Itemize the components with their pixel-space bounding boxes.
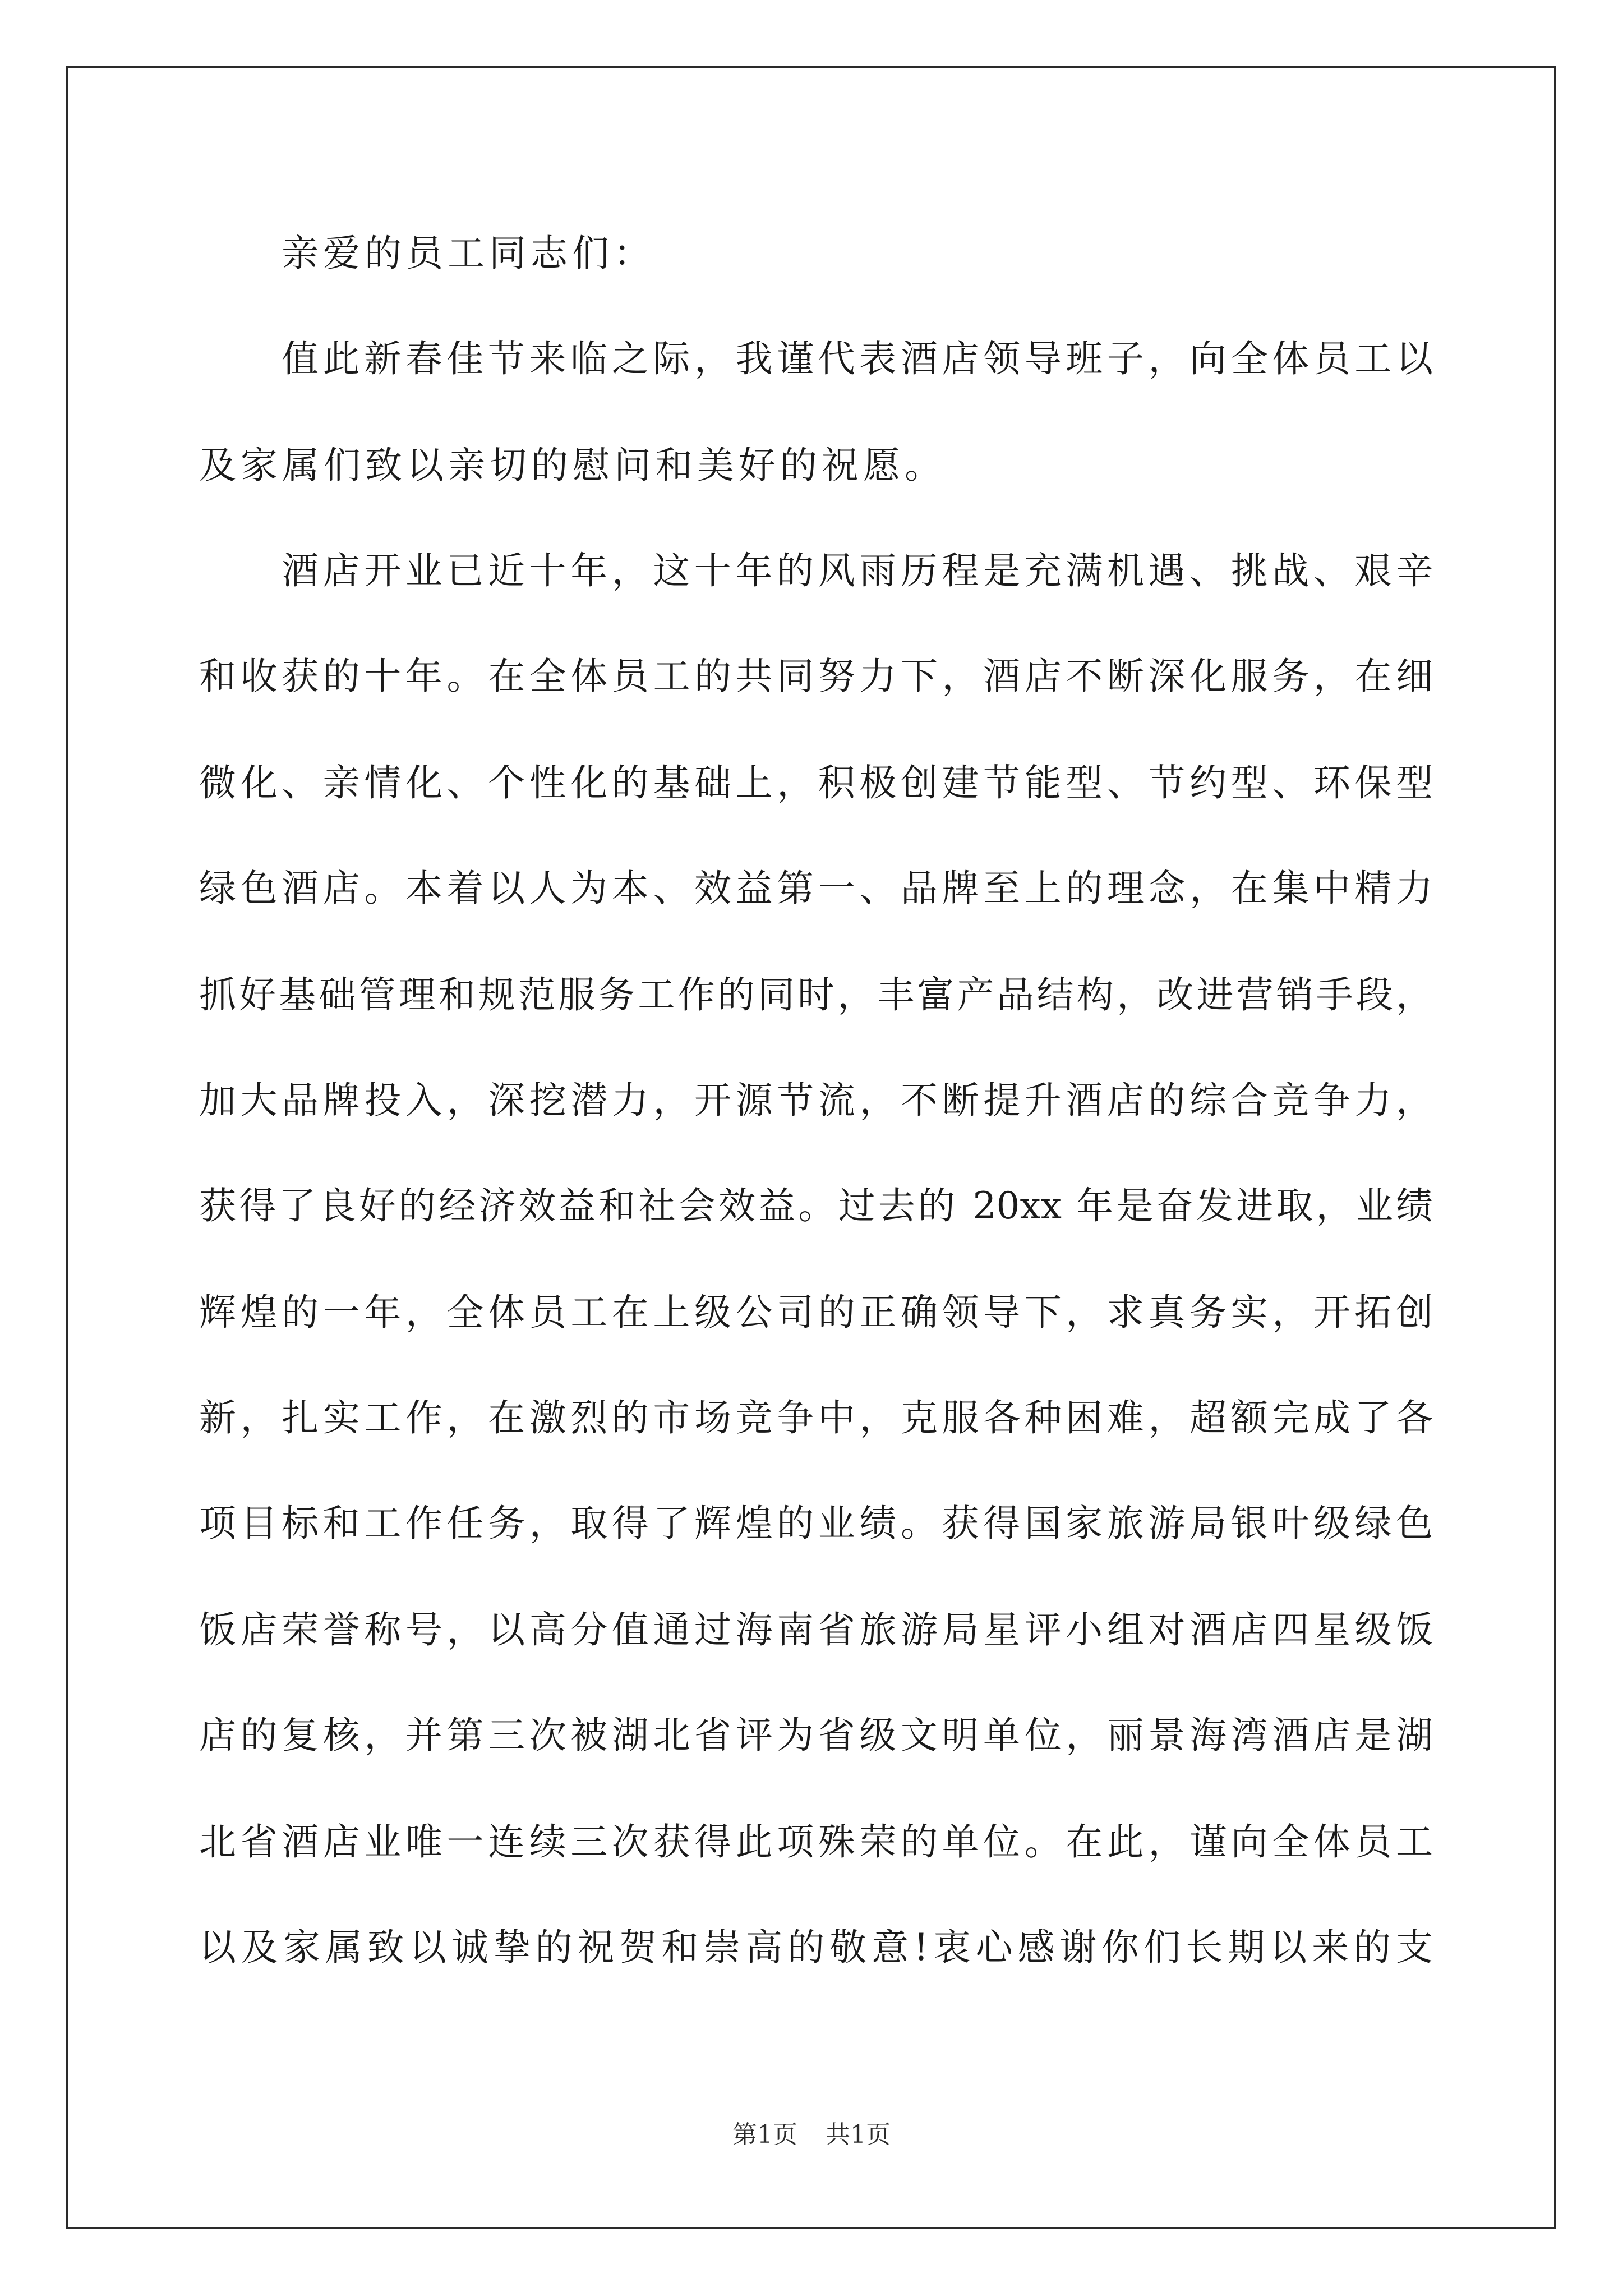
- paragraph-line: 新，扎实工作，在激烈的市场竞争中，克服各种困难，超额完成了各: [199, 1396, 1433, 1439]
- paragraph-line: 以及家属致以诚挚的祝贺和崇高的敬意!衷心感谢你们长期以来的支: [199, 1926, 1433, 1969]
- page-total: 共1页: [826, 2120, 891, 2149]
- paragraph-line: 店的复核，并第三次被湖北省评为省级文明单位，丽景海湾酒店是湖: [199, 1714, 1433, 1757]
- page-footer: [0, 2119, 1623, 2151]
- paragraph-line: 饭店荣誉称号，以高分值通过海南省旅游局星评小组对酒店四星级饭: [199, 1608, 1433, 1651]
- paragraph-line: 值此新春佳节来临之际，我谨代表酒店领导班子，向全体员工以: [282, 337, 1433, 380]
- paragraph-line: 抓好基础管理和规范服务工作的同时，丰富产品结构，改进营销手段，: [199, 973, 1433, 1016]
- page-number: 第1页: [732, 2120, 797, 2149]
- paragraph-line: 及家属们致以亲切的慰问和美好的祝愿。: [199, 444, 946, 487]
- paragraph-line: 北省酒店业唯一连续三次获得此项殊荣的单位。在此，谨向全体员工: [199, 1820, 1433, 1864]
- paragraph-line: 绿色酒店。本着以人为本、效益第一、品牌至上的理念，在集中精力: [199, 867, 1433, 910]
- page-border: [66, 66, 1556, 2229]
- paragraph-line: 辉煌的一年，全体员工在上级公司的正确领导下，求真务实，开拓创: [199, 1291, 1433, 1334]
- paragraph-line: 加大品牌投入，深挖潜力，开源节流，不断提升酒店的综合竞争力，: [199, 1079, 1433, 1122]
- paragraph-line: 微化、亲情化、个性化的基础上，积极创建节能型、节约型、环保型: [199, 761, 1433, 804]
- paragraph-line: 项目标和工作任务，取得了辉煌的业绩。获得国家旅游局银叶级绿色: [199, 1502, 1433, 1545]
- paragraph-line: 获得了良好的经济效益和社会效益。过去的 20xx 年是奋发进取，业绩: [199, 1184, 1433, 1227]
- salutation: 亲爱的员工同志们：: [282, 232, 655, 275]
- paragraph-line: 和收获的十年。在全体员工的共同努力下，酒店不断深化服务，在细: [199, 655, 1433, 698]
- paragraph-line: 酒店开业已近十年，这十年的风雨历程是充满机遇、挑战、艰辛: [282, 549, 1433, 592]
